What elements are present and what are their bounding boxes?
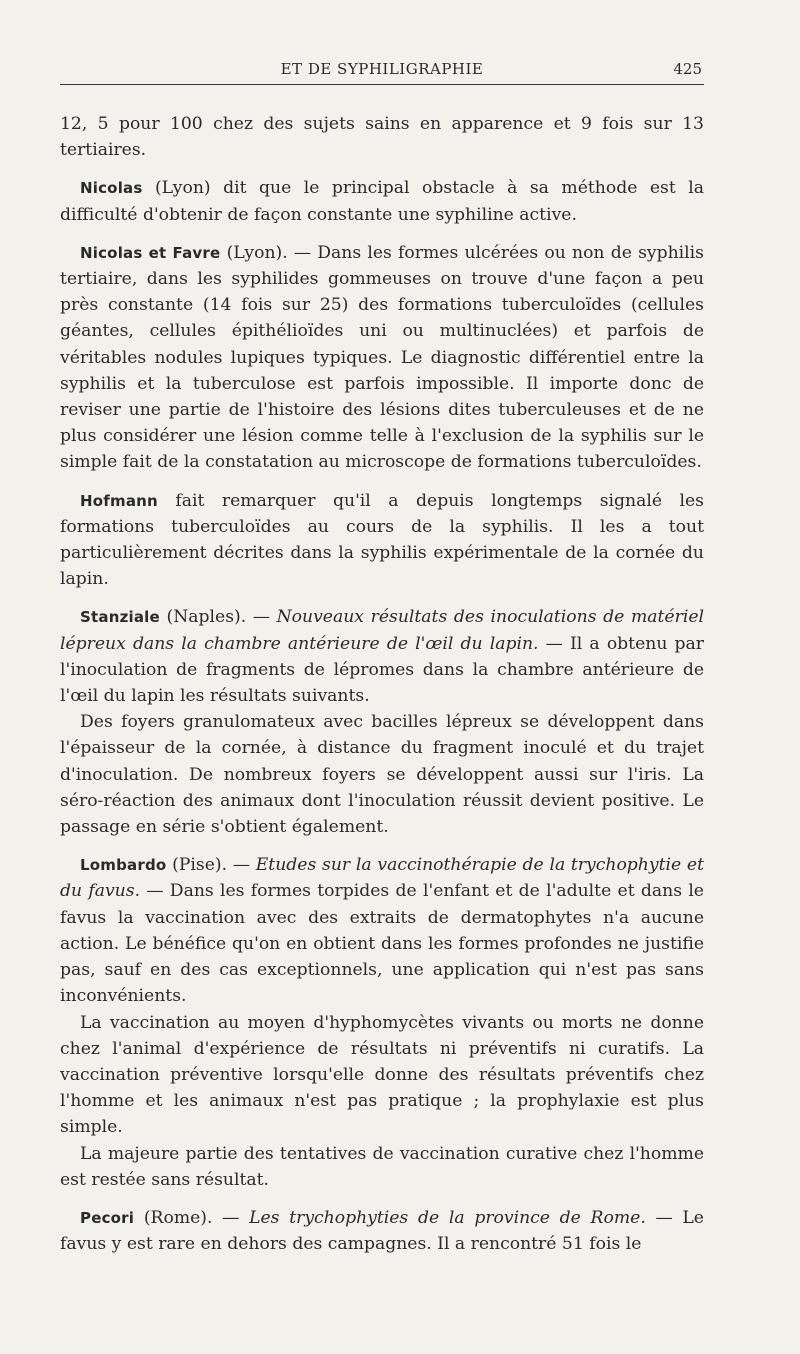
paragraph-text: La vaccination au moyen d'hyphomycètes vivants ou morts ne donne chez l'animal d'expérience de résultats ni préventifs ni curatifs. La vaccination préventive lorsqu'elle donne des résultats préventifs chez l'homme et les animaux n'est pas pratique ; la prophylaxie est plus simple.: [60, 1012, 704, 1138]
paragraph-text: fait remarquer qu'il a depuis longtemps signalé les formations tuberculoïdes au cours de la syphilis. Il les a tout particulièrement décrites dans la syphilis expérimentale de la cornée du lapin.: [60, 490, 704, 590]
author-name: Nicolas: [80, 179, 143, 198]
paragraph-text-block: [60, 1141, 704, 1193]
paragraph-text: (Lyon). — Dans les formes ulcérées ou non de syphilis tertiaire, dans les syphilides gommeuses on trouve d'une façon a peu près constante (14 fois sur 25) des formations tuberculoïdes (cellules géantes, cellules épithélioïdes uni ou multinuclées) et parfois de véritables nodules lupiques typiques. Le diagnostic différentiel entre la syphilis et la tuberculose est parfois impossible. Il importe donc de reviser une partie de l'histoire des lésions dites tuberculeuses et de ne plus considérer une lésion comme telle à l'exclusion de la syphilis sur le simple fait de la constatation au microscope de formations tuberculoïdes.: [60, 242, 704, 473]
paragraph-text-block: [60, 709, 704, 840]
paragraph-text: Des foyers granulomateux avec bacilles lépreux se développent dans l'épaisseur de la cornée, à distance du fragment inoculé et du trajet d'inoculation. De nombreux foyers se développent aussi sur l'iris. La séro-réaction des animaux dont l'inoculation réussit devient positive. Le passage en série s'obtient également.: [60, 712, 704, 838]
paragraph-text: — Il a obtenu par l'inoculation de fragments de lépromes dans la chambre antérieure de l'œil du lapin les résultats suivants.: [60, 633, 704, 707]
paragraph-nicolas-favre: [60, 240, 704, 476]
paragraph-lombardo: [60, 852, 704, 1009]
paragraph-text: (Lyon) dit que le principal obstacle à sa méthode est la difficulté d'obtenir de façon constante une syphiline active.: [60, 178, 704, 225]
paragraph-hofmann: [60, 488, 704, 593]
paragraph-nicolas: [60, 175, 704, 227]
article-title: Nouveaux résultats des inoculations de matériel lépreux dans la chambre antérieure de l'œil du lapin.: [60, 607, 704, 654]
author-place: (Naples). —: [159, 607, 277, 628]
author-name: Nicolas et Favre: [80, 243, 221, 262]
paragraph-text: 12, 5 pour 100 chez des sujets sains en apparence et 9 fois sur 13 tertiaires.: [60, 114, 704, 161]
paragraph-text: — Dans les formes torpides de l'enfant et de l'adulte et dans le favus la vaccination avec des extraits de dermatophytes n'a aucune action. Le bénéfice qu'on en obtient dans les formes profondes ne justifie pas, sauf en des cas exceptionnels, une application qui n'est pas sans inconvénients.: [60, 881, 704, 1007]
author-name: Stanziale: [80, 608, 160, 627]
running-title: ET DE SYPHILIGRAPHIE: [280, 60, 484, 78]
article-title: Les trychophyties de la province de Rome.: [249, 1207, 646, 1228]
paragraph-text: La majeure partie des tentatives de vaccination curative chez l'homme est restée sans résultat.: [60, 1143, 704, 1190]
author-place: (Pise). —: [166, 855, 256, 876]
article-title: Etudes sur la vaccinothérapie de la trychophytie et du favus.: [60, 855, 704, 902]
paragraph-stanziale: [60, 604, 704, 709]
page-number: 425: [673, 60, 702, 78]
paragraph-continuation: [60, 111, 704, 163]
body-text: [60, 111, 704, 1257]
paragraph-text: — Le favus y est rare en dehors des campagnes. Il a rencontré 51 fois le: [60, 1207, 704, 1255]
author-place: (Rome). —: [134, 1207, 250, 1228]
paragraph-text-block: [60, 1010, 704, 1141]
author-name: Lombardo: [80, 856, 167, 875]
author-name: Hofmann: [80, 491, 158, 510]
page-header: [60, 60, 704, 85]
author-name: Pecori: [80, 1208, 135, 1227]
paragraph-pecori: [60, 1205, 704, 1257]
